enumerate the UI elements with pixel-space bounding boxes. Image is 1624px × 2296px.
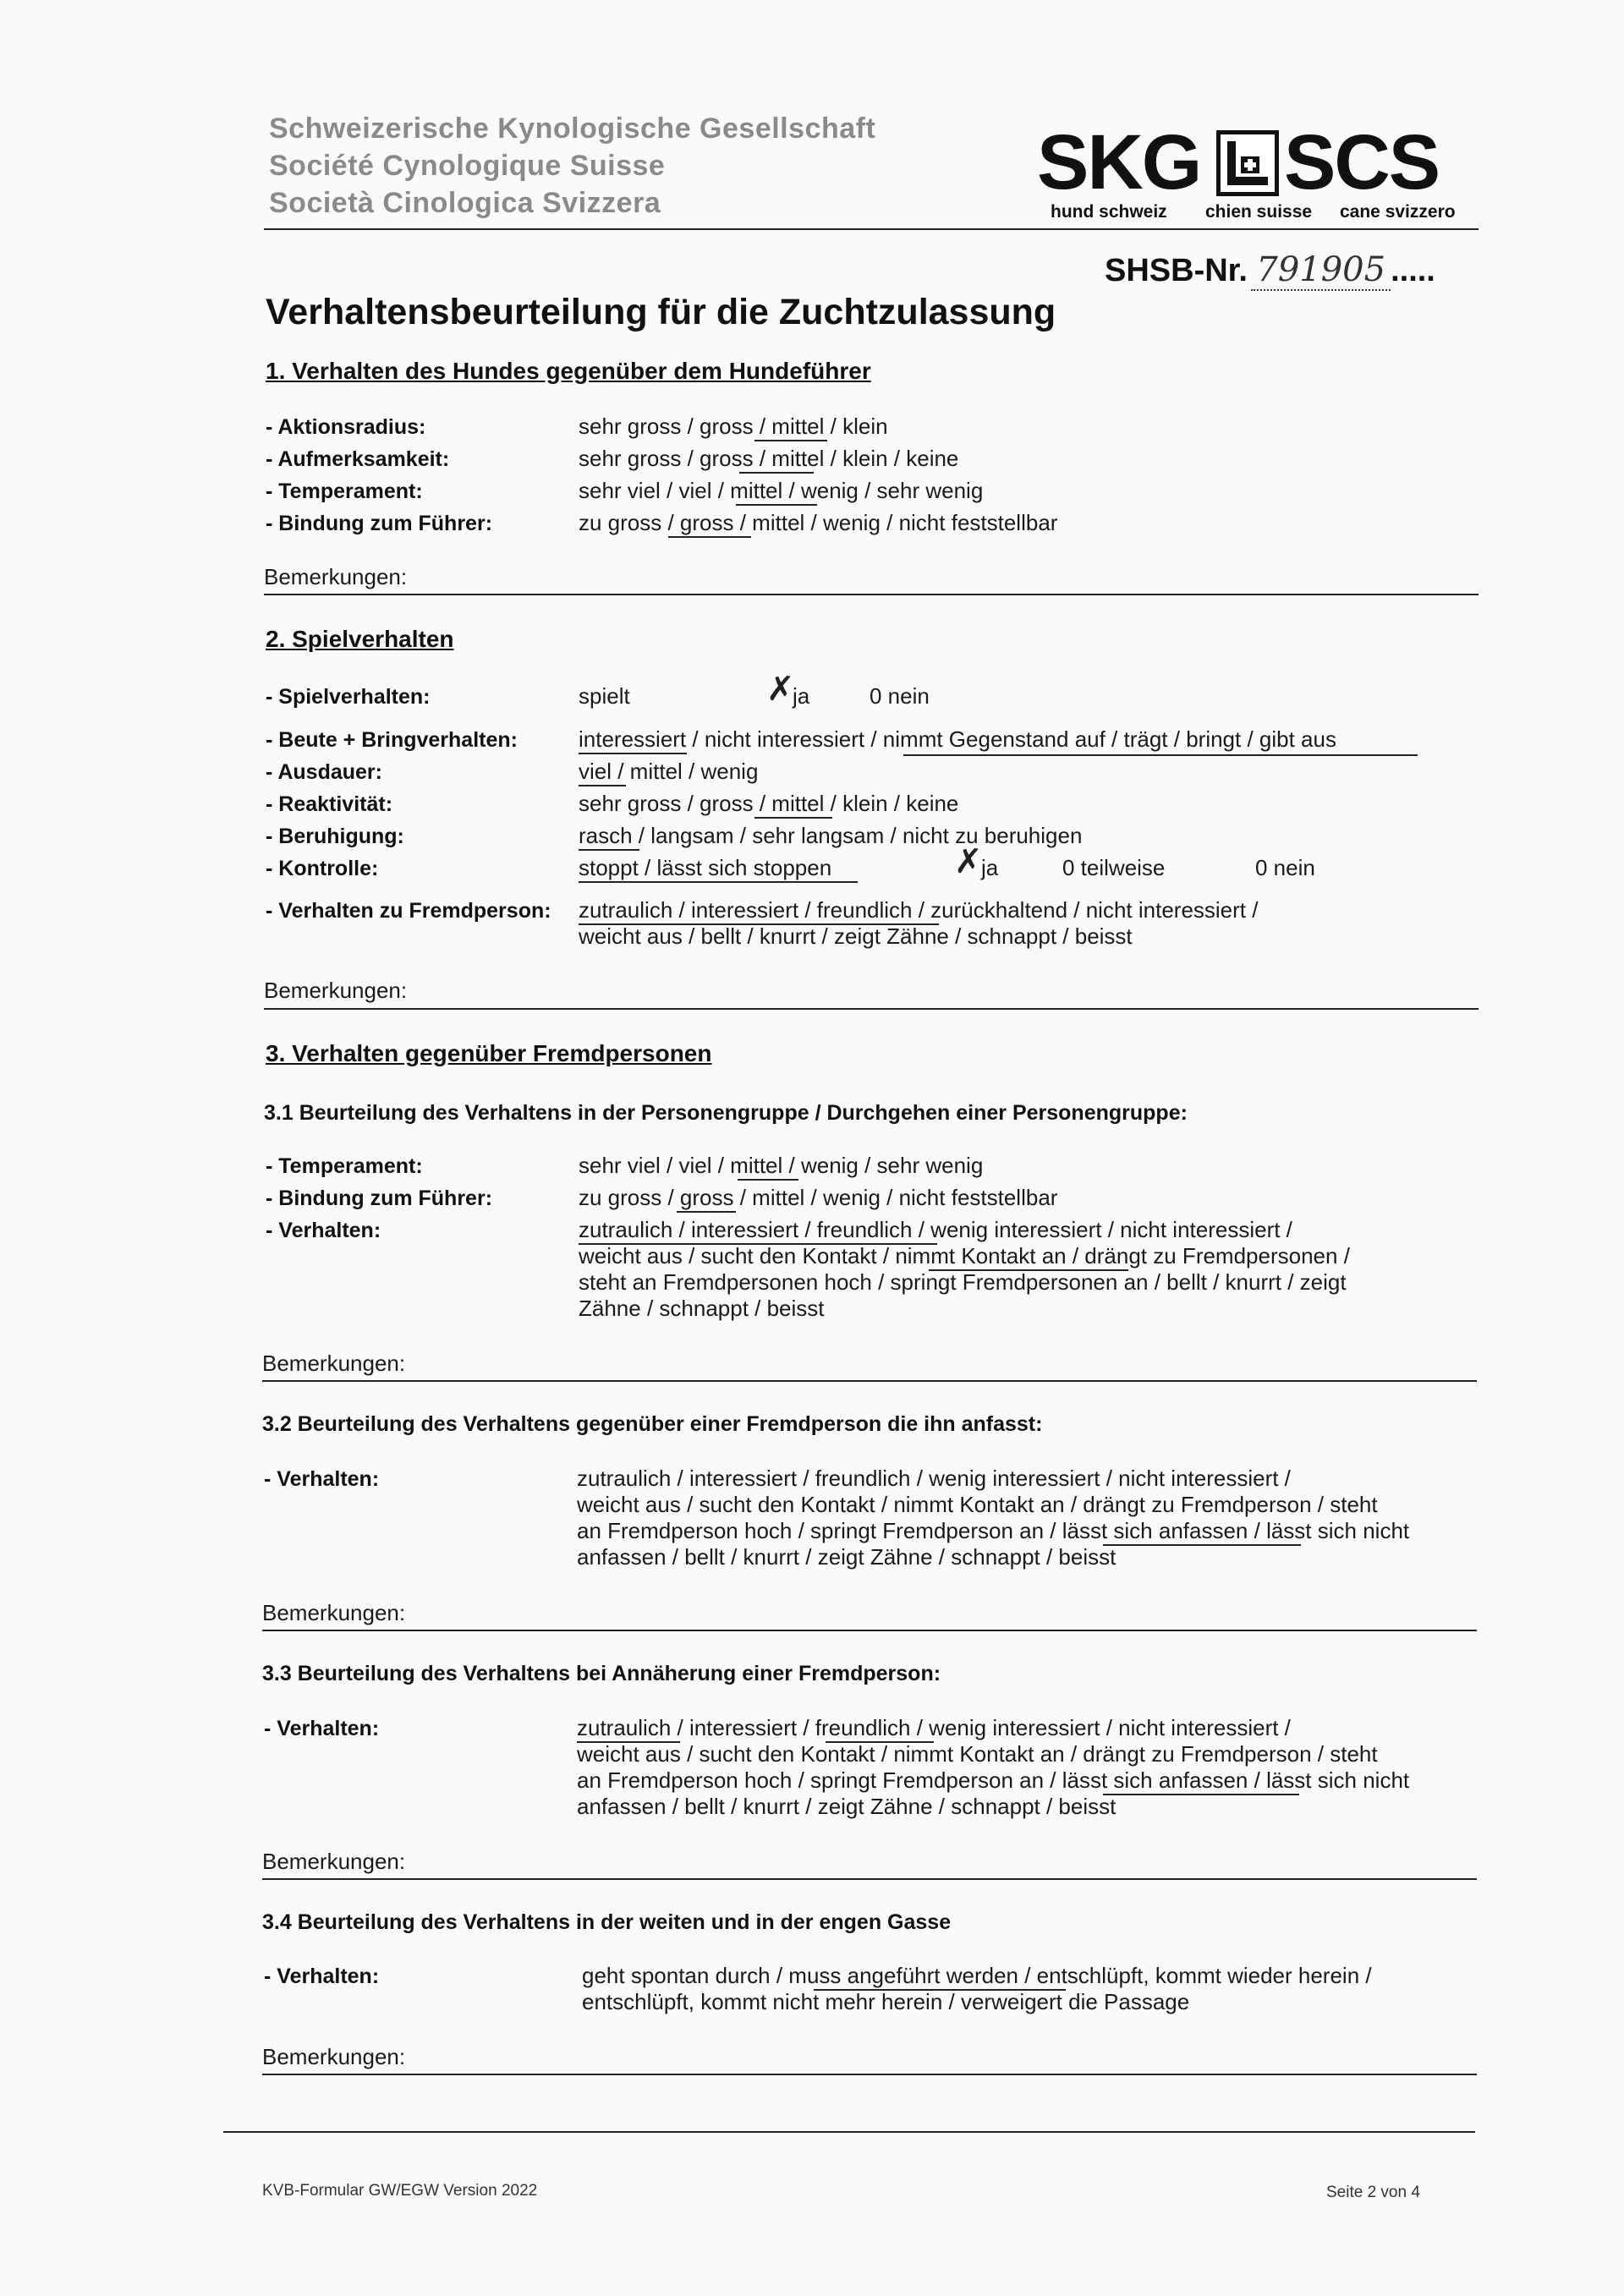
beute-value: interessiert / nicht interessiert / nimmt Gegenstand auf / trägt / bringt / gibt aus xyxy=(579,726,1336,752)
ausdauer-value: viel / mittel / wenig xyxy=(579,759,759,784)
s33-verhalten-label: - Verhalten: xyxy=(264,1717,380,1740)
section1-remarks-label: Bemerkungen: xyxy=(264,564,408,589)
s33-remarks-label: Bemerkungen: xyxy=(262,1849,406,1874)
shsb-label: SHSB-Nr. xyxy=(1105,253,1248,288)
header-rule xyxy=(264,228,1479,230)
kontrolle-value: stoppt / lässt sich stoppen xyxy=(579,855,832,880)
org-name-it: Società Cinologica Svizzera xyxy=(269,187,661,219)
logo-right-text: SCS xyxy=(1284,119,1440,205)
temperament-value: sehr viel / viel / mittel / wenig / sehr wenig xyxy=(579,478,984,503)
section2-remarks-line xyxy=(264,1008,1479,1010)
beruhigung-value: rasch / langsam / sehr langsam / nicht zu beruhigen xyxy=(579,823,1083,848)
shsb-field xyxy=(1105,250,1435,289)
mark-underline xyxy=(736,504,817,506)
s34-remarks-line xyxy=(262,2074,1477,2075)
mark-underline xyxy=(739,472,814,474)
mark-underline xyxy=(754,440,827,441)
s34-verhalten-line2: entschlüpft, kommt nicht mehr herein / verweigert die Passage xyxy=(582,1989,1190,2014)
logo-left-text: SKG xyxy=(1037,119,1201,205)
s31-verhalten-line4: Zähne / schnappt / beisst xyxy=(579,1296,825,1321)
s31-bindung-label: - Bindung zum Führer: xyxy=(266,1186,493,1210)
s31-verhalten-line1: zutraulich / interessiert / freundlich / wenig interessiert / nicht interessiert / xyxy=(579,1217,1292,1242)
s31-bindung-value: zu gross / gross / mittel / wenig / nicht feststellbar xyxy=(579,1185,1058,1210)
s32-verhalten-line2: weicht aus / sucht den Kontakt / nimmt Kontakt an / drängt zu Fremdperson / steht xyxy=(577,1492,1378,1517)
shsb-number: 791905 xyxy=(1251,250,1391,291)
section31-title: 3.1 Beurteilung des Verhaltens in der Personengruppe / Durchgehen einer Personengruppe: xyxy=(264,1101,1188,1125)
s32-verhalten-line3: an Fremdperson hoch / springt Fremdperson an / lässt sich anfassen / lässt sich nicht xyxy=(577,1518,1410,1543)
mark-underline xyxy=(579,849,639,851)
spielverhalten-ja: ja xyxy=(793,683,810,709)
section3-title: 3. Verhalten gegenüber Fremdpersonen xyxy=(266,1040,712,1066)
aufmerksamkeit-label: - Aufmerksamkeit: xyxy=(266,447,450,471)
s34-remarks-label: Bemerkungen: xyxy=(262,2044,406,2069)
kontrolle-nein: 0 nein xyxy=(1255,855,1315,880)
s32-verhalten-line1: zutraulich / interessiert / freundlich / wenig interessiert / nicht interessiert / xyxy=(577,1466,1291,1491)
page-title: Verhaltensbeurteilung für die Zuchtzulassung xyxy=(266,292,1056,332)
aufmerksamkeit-value: sehr gross / gross / mittel / klein / keine xyxy=(579,446,959,471)
aktionsradius-label: - Aktionsradius: xyxy=(266,415,426,439)
s34-verhalten-label: - Verhalten: xyxy=(264,1964,380,1988)
mark-underline xyxy=(579,785,626,786)
s31-temperament-value: sehr viel / viel / mittel / wenig / sehr wenig xyxy=(579,1153,984,1178)
spielverhalten-label: - Spielverhalten: xyxy=(266,685,431,709)
skg-logo xyxy=(1037,118,1468,211)
mark-underline xyxy=(903,754,1418,756)
footer-rule xyxy=(223,2131,1475,2133)
s33-verhalten-line3: an Fremdperson hoch / springt Fremdperson an / lässt sich anfassen / lässt sich nicht xyxy=(577,1767,1410,1793)
tagline-fr: chien suisse xyxy=(1205,202,1313,222)
org-name-fr: Société Cynologique Suisse xyxy=(269,150,666,182)
reaktivitaet-value: sehr gross / gross / mittel / klein / keine xyxy=(579,791,959,816)
reaktivitaet-label: - Reaktivität: xyxy=(266,792,393,816)
s31-verhalten-line2: weicht aus / sucht den Kontakt / nimmt Kontakt an / drängt zu Fremdpersonen / xyxy=(579,1243,1350,1269)
mark-underline xyxy=(738,1179,798,1181)
mark-underline xyxy=(579,881,858,883)
section2-title: 2. Spielverhalten xyxy=(266,626,454,652)
mark-underline xyxy=(668,536,751,538)
s33-remarks-line xyxy=(262,1878,1477,1880)
s31-verhalten-line3: steht an Fremdpersonen hoch / springt Fremdpersonen an / bellt / knurrt / zeigt xyxy=(579,1269,1347,1295)
kontrolle-label: - Kontrolle: xyxy=(266,857,379,880)
s32-remarks-label: Bemerkungen: xyxy=(262,1600,406,1625)
s31-remarks-label: Bemerkungen: xyxy=(262,1351,406,1376)
tagline-de: hund schweiz xyxy=(1051,202,1167,222)
s31-remarks-line xyxy=(262,1380,1477,1382)
beruhigung-label: - Beruhigung: xyxy=(266,825,404,848)
s31-temperament-label: - Temperament: xyxy=(266,1154,423,1178)
fremdperson-line1: zutraulich / interessiert / freundlich / zurückhaltend / nicht interessiert / xyxy=(579,897,1259,923)
ausdauer-label: - Ausdauer: xyxy=(266,760,382,784)
spielverhalten-nein: 0 nein xyxy=(870,683,930,709)
kontrolle-teilweise: 0 teilweise xyxy=(1062,855,1166,880)
shsb-dots: ..... xyxy=(1391,253,1435,288)
s33-verhalten-line4: anfassen / bellt / knurrt / zeigt Zähne / schnappt / beisst xyxy=(577,1794,1116,1819)
mark-underline xyxy=(579,753,687,754)
mark-underline xyxy=(1103,1794,1299,1795)
checked-cross-icon: ✗ xyxy=(954,842,983,881)
beute-label: - Beute + Bringverhalten: xyxy=(266,728,518,752)
fremdperson-label: - Verhalten zu Fremdperson: xyxy=(266,899,551,923)
fremdperson-line2: weicht aus / bellt / knurrt / zeigt Zähne / schnappt / beisst xyxy=(579,923,1133,949)
footer-form-version: KVB-Formular GW/EGW Version 2022 xyxy=(262,2182,538,2200)
section1-title: 1. Verhalten des Hundes gegenüber dem Hundeführer xyxy=(266,358,871,384)
section2-remarks-label: Bemerkungen: xyxy=(264,978,408,1003)
kontrolle-ja: ja xyxy=(981,855,999,880)
s32-verhalten-label: - Verhalten: xyxy=(264,1467,380,1491)
s33-verhalten-line1: zutraulich / interessiert / freundlich / wenig interessiert / nicht interessiert / xyxy=(577,1715,1291,1740)
spielverhalten-value: spielt xyxy=(579,683,630,709)
s31-verhalten-label: - Verhalten: xyxy=(266,1219,381,1242)
checked-cross-icon: ✗ xyxy=(766,670,795,709)
section1-remarks-line xyxy=(264,594,1479,595)
footer-page-number: Seite 2 von 4 xyxy=(1326,2184,1420,2201)
s34-verhalten-line1: geht spontan durch / muss angeführt werden / entschlüpft, kommt wieder herein / xyxy=(582,1963,1372,1988)
section34-title: 3.4 Beurteilung des Verhaltens in der weiten und in der engen Gasse xyxy=(262,1910,952,1934)
section32-title: 3.2 Beurteilung des Verhaltens gegenüber einer Fremdperson die ihn anfasst: xyxy=(262,1412,1043,1436)
s32-remarks-line xyxy=(262,1630,1477,1631)
tagline-it: cane svizzero xyxy=(1340,202,1456,222)
temperament-label: - Temperament: xyxy=(266,479,423,503)
logo-emblem-icon xyxy=(1216,130,1279,196)
mark-underline xyxy=(754,817,832,819)
s33-verhalten-line2: weicht aus / sucht den Kontakt / nimmt Kontakt an / drängt zu Fremdperson / steht xyxy=(577,1741,1378,1767)
bindung-value: zu gross / gross / mittel / wenig / nicht feststellbar xyxy=(579,510,1058,535)
s32-verhalten-line4: anfassen / bellt / knurrt / zeigt Zähne / schnappt / beisst xyxy=(577,1544,1116,1570)
section33-title: 3.3 Beurteilung des Verhaltens bei Annäherung einer Fremdperson: xyxy=(262,1662,941,1685)
mark-underline xyxy=(1103,1544,1301,1546)
org-name-de: Schweizerische Kynologische Gesellschaft xyxy=(269,112,876,145)
bindung-label: - Bindung zum Führer: xyxy=(266,512,493,535)
aktionsradius-value: sehr gross / gross / mittel / klein xyxy=(579,414,888,439)
mark-underline xyxy=(677,1211,736,1213)
